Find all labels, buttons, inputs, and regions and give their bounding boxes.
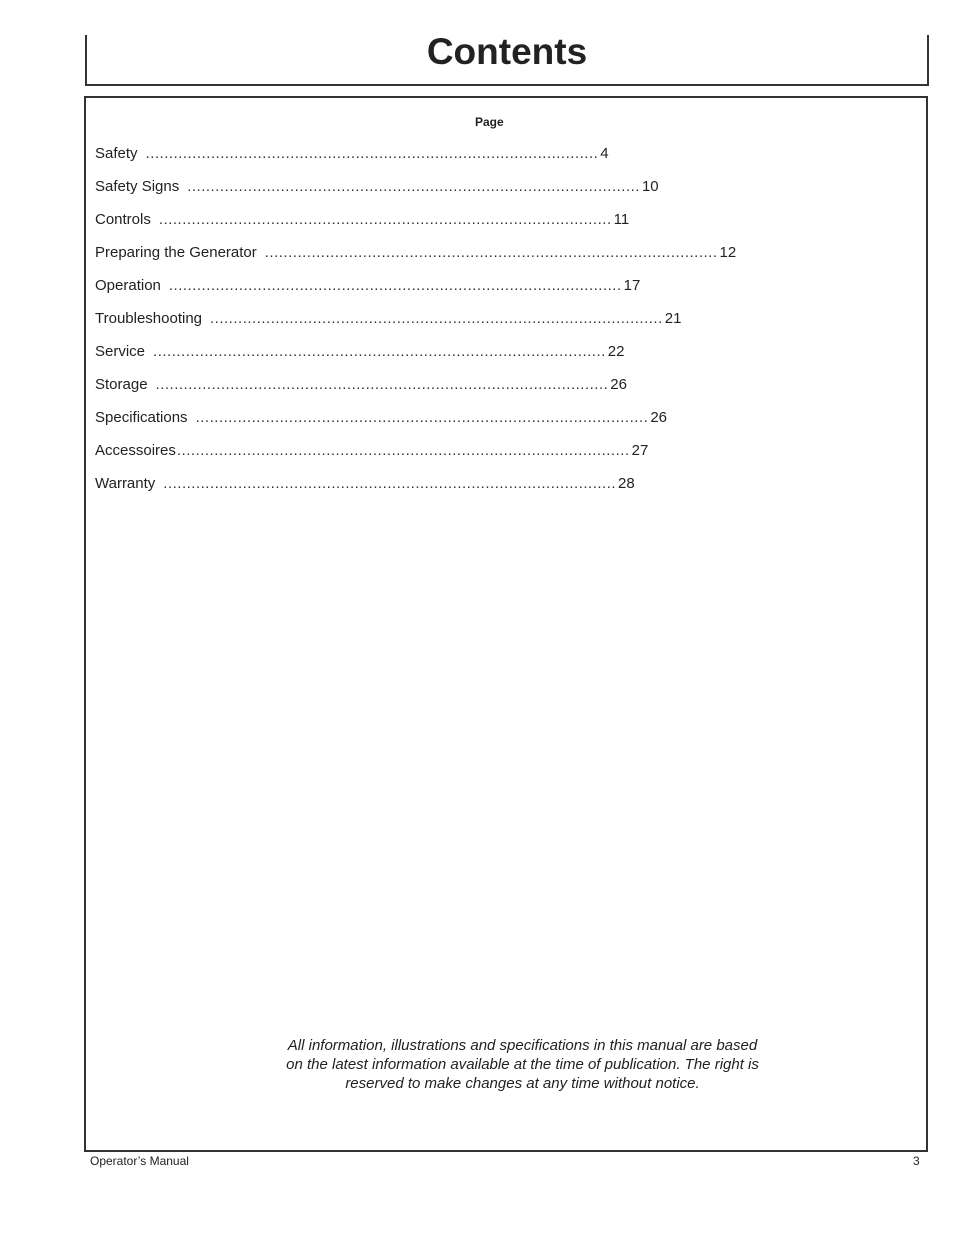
toc-entry-title: Safety Signs xyxy=(95,178,180,195)
toc-entry-page: 17 xyxy=(623,277,641,294)
toc-entry-title: Controls xyxy=(95,211,151,228)
toc-entry-page: 26 xyxy=(610,376,627,393)
toc-entry-page: 22 xyxy=(607,343,625,360)
toc-entry-storage[interactable] xyxy=(95,376,627,409)
page-title: Contents xyxy=(426,31,588,72)
dot-leader: ................................................................................................. xyxy=(163,475,617,492)
dot-leader: ................................................................................................. xyxy=(210,310,663,327)
disclaimer-line: reserved to make changes at any time without notice. xyxy=(345,1075,700,1092)
dot-leader: ................................................................................................. xyxy=(145,145,599,162)
toc-entry-title: Accessoires xyxy=(95,442,176,459)
toc-entry-controls[interactable] xyxy=(95,211,630,244)
title-box xyxy=(85,31,929,86)
dot-leader: ................................................................................................. xyxy=(168,277,622,294)
toc-entry-title: Troubleshooting xyxy=(95,310,203,327)
disclaimer-notice xyxy=(260,1036,785,1093)
dot-leader: ................................................................................................. xyxy=(158,211,612,228)
toc-entry-troubleshooting[interactable] xyxy=(95,310,682,343)
toc-entry-title: Storage xyxy=(95,376,148,393)
toc-entry-page: 27 xyxy=(631,442,649,459)
toc-entry-preparing-the-generator[interactable] xyxy=(95,244,737,277)
toc-entry-title: Operation xyxy=(95,277,161,294)
toc-entry-title: Specifications xyxy=(95,409,188,426)
footer-manual-name: Operator’s Manual xyxy=(90,1154,189,1168)
toc-entry-accessoires[interactable] xyxy=(95,442,649,475)
toc-entry-page: 10 xyxy=(641,178,659,195)
toc-entry-safety-signs[interactable] xyxy=(95,178,659,211)
toc-entry-page: 21 xyxy=(664,310,682,327)
toc-entry-page: 4 xyxy=(600,145,609,162)
table-of-contents xyxy=(95,145,737,508)
toc-entry-title: Warranty xyxy=(95,475,156,492)
dot-leader: ................................................................................................. xyxy=(176,442,630,459)
toc-entry-service[interactable] xyxy=(95,343,625,376)
dot-leader: ................................................................................................. xyxy=(264,244,718,261)
dot-leader: ................................................................................................. xyxy=(155,376,609,393)
toc-entry-page: 12 xyxy=(719,244,737,261)
dot-leader: ................................................................................................. xyxy=(187,178,640,195)
disclaimer-line: on the latest information available at the time of publication. The right is xyxy=(286,1056,759,1073)
toc-entry-safety[interactable] xyxy=(95,145,609,178)
footer-page-number: 3 xyxy=(913,1154,920,1168)
dot-leader: ................................................................................................. xyxy=(153,343,606,360)
page-column-heading: Page xyxy=(475,115,504,129)
toc-entry-page: 28 xyxy=(618,475,635,492)
toc-entry-specifications[interactable] xyxy=(95,409,667,442)
toc-entry-page: 26 xyxy=(650,409,667,426)
dot-leader: ................................................................................................. xyxy=(195,409,649,426)
toc-entry-warranty[interactable] xyxy=(95,475,635,508)
disclaimer-line: All information, illustrations and specifications in this manual are based xyxy=(287,1037,758,1054)
toc-entry-title: Service xyxy=(95,343,146,360)
toc-entry-title: Preparing the Generator xyxy=(95,244,257,261)
toc-entry-title: Safety xyxy=(95,145,138,162)
toc-entry-page: 11 xyxy=(613,211,630,228)
toc-entry-operation[interactable] xyxy=(95,277,641,310)
